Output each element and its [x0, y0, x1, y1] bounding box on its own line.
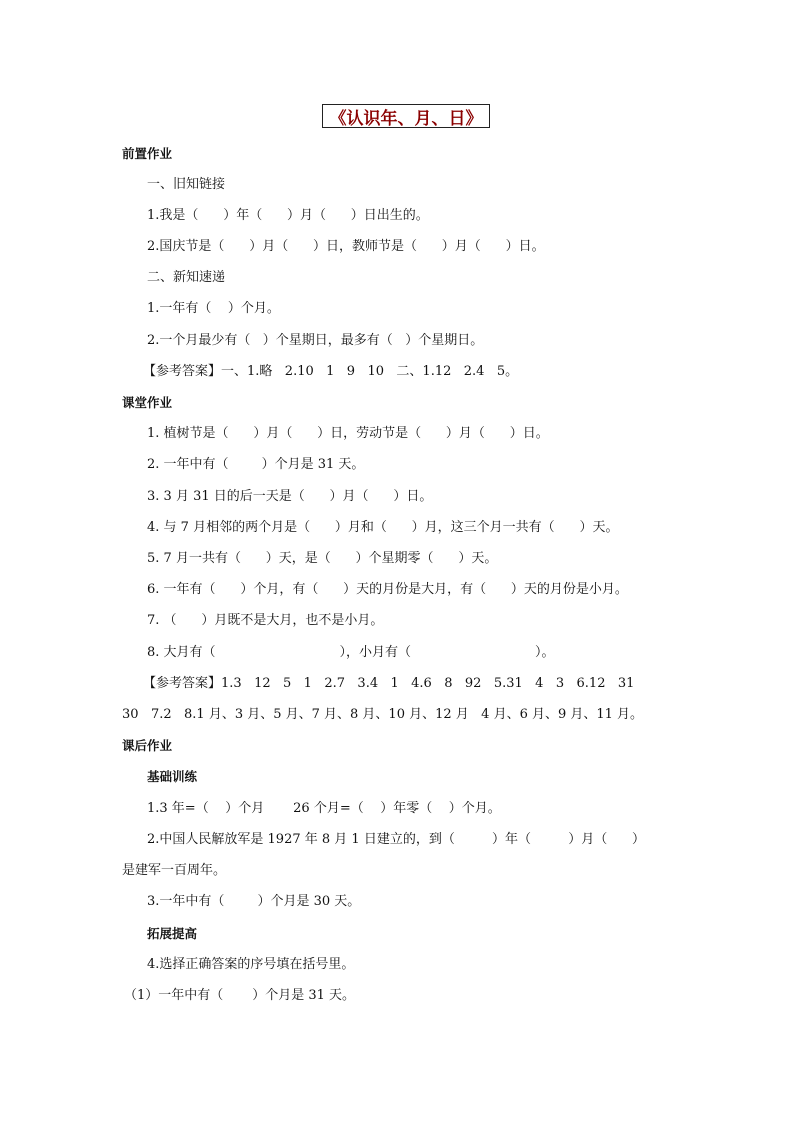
question-text: 3. 3 月 31 日的后一天是（ ）月（ ）日。	[147, 489, 433, 504]
reference-answer: 【参考答案】一、1.略 2.10 1 9 10 二、1.12 2.4 5。	[143, 364, 519, 379]
question-text: 1.我是（ ）年（ ）月（ ）日出生的。	[147, 208, 429, 223]
question-text: 1.3 年=（ ）个月 26 个月=（ ）年零（ ）个月。	[147, 801, 501, 816]
question-text: 4.选择正确答案的序号填在括号里。	[147, 957, 355, 972]
question-text: 3.一年中有（ ）个月是 30 天。	[147, 894, 361, 909]
section-heading-after: 课后作业	[122, 738, 173, 753]
section-heading-pre: 前置作业	[122, 146, 173, 161]
question-text-continued: 是建军一百周年。	[122, 863, 227, 878]
question-text: 7. （ ）月既不是大月，也不是小月。	[147, 613, 384, 628]
subheading-extension: 拓展提高	[147, 926, 198, 941]
question-text: （1）一年中有（ ）个月是 31 天。	[124, 988, 356, 1003]
question-text: 2.国庆节是（ ）月（ ）日，教师节是（ ）月（ ）日。	[147, 239, 545, 254]
question-text: 4. 与 7 月相邻的两个月是（ ）月和（ ）月，这三个月一共有（ ）天。	[147, 520, 619, 535]
reference-answer-continued: 30 7.2 8.1 月、3 月、5 月、7 月、8 月、10 月、12 月 4 月、6 月、9 月、11 月。	[122, 707, 644, 722]
question-text: 1.一年有（ ）个月。	[147, 301, 280, 316]
part-heading-old-knowledge: 一、旧知链接	[147, 177, 226, 192]
reference-answer: 【参考答案】1.3 12 5 1 2.7 3.4 1 4.6 8 92 5.31 4 3 6.12 31	[143, 676, 635, 691]
subheading-basic-training: 基础训练	[147, 769, 198, 784]
question-text: 5. 7 月一共有（ ）天，是（ ）个星期零（ ）天。	[147, 551, 498, 566]
question-text: 2.一个月最少有（ ）个星期日，最多有（ ）个星期日。	[147, 333, 484, 348]
question-text: 8. 大月有（ ），小月有（ ）。	[147, 645, 555, 660]
question-text: 2.中国人民解放军是 1927 年 8 月 1 日建立的，到（ ）年（ ）月（ ）	[147, 832, 645, 847]
page-title: 《认识年、月、日》	[322, 104, 490, 128]
section-heading-class: 课堂作业	[122, 395, 173, 410]
question-text: 1. 植树节是（ ）月（ ）日，劳动节是（ ）月（ ）日。	[147, 426, 549, 441]
question-text: 6. 一年有（ ）个月，有（ ）天的月份是大月，有（ ）天的月份是小月。	[147, 582, 628, 597]
part-heading-new-knowledge: 二、新知速递	[147, 270, 226, 285]
question-text: 2. 一年中有（ ）个月是 31 天。	[147, 457, 365, 472]
